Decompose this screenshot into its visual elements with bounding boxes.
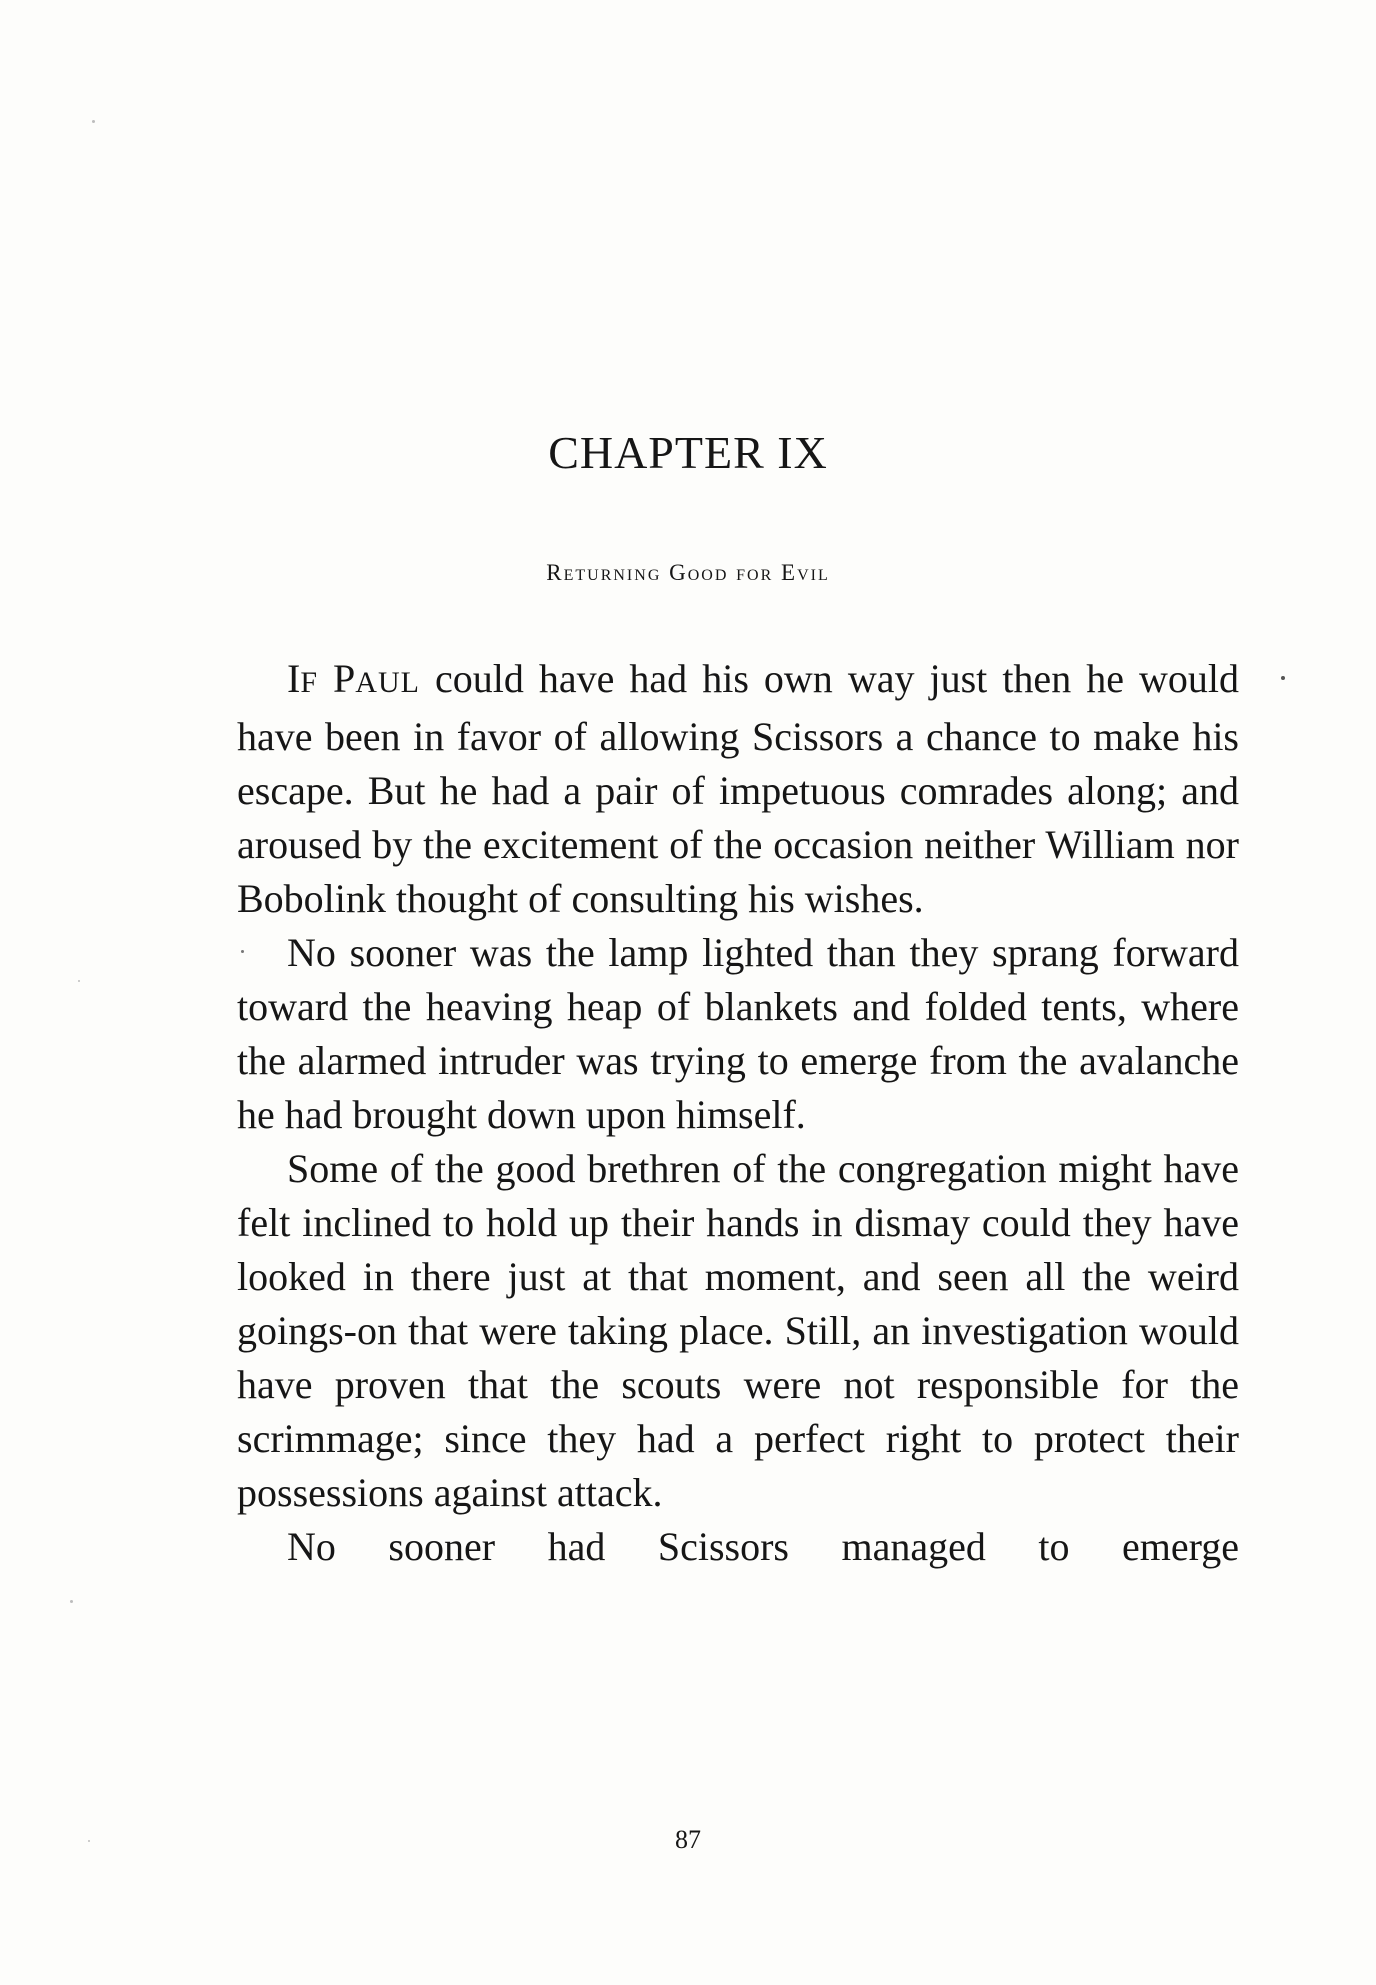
chapter-subtitle: Returning Good for Evil bbox=[546, 560, 830, 585]
opening-name-rest: AUL bbox=[355, 666, 420, 699]
paragraph: Some of the good brethren of the congregation might have felt inclined to hold up their hands in dismay could they have looked in there just at that moment, and seen all the weird goings-on that were taking place. Still, an investigation would have proven that the scouts were not responsible for the scrimmage; since they had a perfect right to protect their possessions against attack. bbox=[237, 1146, 1239, 1515]
opening-paragraph-text: could have had his own way just then he would have been in favor of allowing Scissors a chance to make his escape. But he had a pair of impetuous comrades along; and aroused by the excitement of the occasion neither William nor Bobolink thought of consulting his wishes. bbox=[237, 656, 1240, 921]
scan-speck bbox=[88, 1840, 90, 1842]
paragraph: No sooner had Scissors managed to emerge bbox=[287, 1524, 1239, 1569]
scan-speck bbox=[78, 980, 80, 982]
opening-name-first-letter: P bbox=[333, 656, 356, 701]
body-text bbox=[237, 652, 1239, 1574]
opening-first-word-rest: F bbox=[300, 666, 319, 699]
opening-first-letter: I bbox=[287, 656, 301, 701]
scan-speck bbox=[241, 950, 244, 953]
page-number: 87 bbox=[675, 1825, 701, 1854]
scan-speck bbox=[1281, 676, 1285, 680]
paragraph: No sooner was the lamp lighted than they sprang forward toward the heaving heap of blankets and folded tents, where the alarmed intruder was trying to emerge from the avalanche he had brought down upon himself. bbox=[237, 930, 1239, 1137]
scan-speck bbox=[92, 120, 95, 123]
opening-paragraph bbox=[237, 652, 1239, 926]
chapter-heading: CHAPTER IX bbox=[548, 427, 828, 478]
scan-speck bbox=[70, 1600, 73, 1603]
